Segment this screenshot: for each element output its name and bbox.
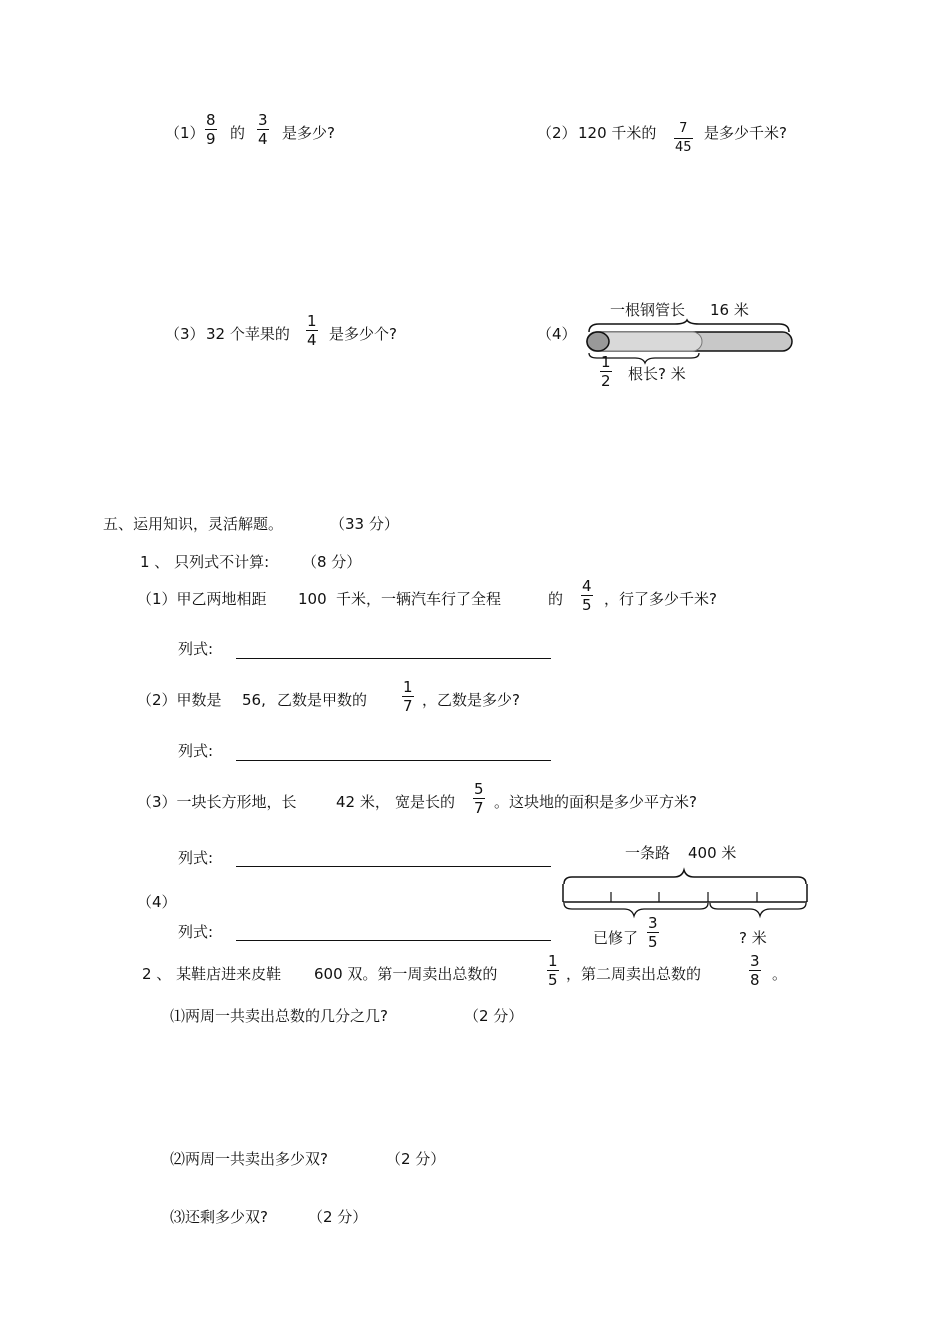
fraction: 3 8 — [750, 952, 760, 989]
fraction: 1 7 — [403, 678, 413, 715]
q2-tail: 是多少千米? — [704, 124, 787, 142]
sec2-mid: ，第二周卖出总数的 — [566, 965, 702, 983]
q1-mid: 的 — [230, 124, 246, 142]
q3-lead: 32 个苹果的 — [206, 325, 290, 343]
item2-num: 56, — [242, 691, 266, 709]
fraction: 5 7 — [474, 780, 484, 817]
sec2-q2-score: （2 分） — [386, 1150, 446, 1168]
sec2-num: 600 双。第一周卖出总数的 — [314, 965, 498, 983]
fraction: 8 9 — [206, 111, 216, 148]
sec2-q3-score: （2 分） — [308, 1208, 368, 1226]
sec2-title: 2 、 某鞋店进来皮鞋 — [142, 965, 282, 983]
sec1-score: （8 分） — [302, 553, 362, 571]
item2-text: 乙数是甲数的 — [277, 691, 368, 709]
pipe-top-label: 一根钢管长 — [610, 301, 686, 319]
q1-label: （1） — [165, 124, 205, 142]
sec2-tail: 。 — [772, 965, 788, 983]
sec1-title: 1 、 只列式不计算: — [140, 553, 270, 571]
item3-tail: 。这块地的面积是多少平方米? — [494, 793, 697, 811]
item1-label: （1）甲乙两地相距 — [137, 590, 267, 608]
road-right-label: ? 米 — [739, 929, 767, 947]
answer-label: 列式: — [178, 923, 214, 941]
section-score: （33 分） — [330, 515, 399, 533]
sec2-q2-text: ⑵两周一共卖出多少双? — [170, 1150, 328, 1168]
q2-label: （2） — [537, 124, 577, 142]
road-top-value: 400 米 — [688, 844, 737, 862]
road-top-label: 一条路 — [625, 844, 671, 862]
sec2-q1-text: ⑴两周一共卖出总数的几分之几? — [170, 1007, 388, 1025]
answer-line[interactable] — [236, 760, 551, 761]
item1-tail: ，行了多少千米? — [604, 590, 717, 608]
road-diagram — [560, 866, 812, 920]
fraction: 1 5 — [548, 952, 558, 989]
answer-label: 列式: — [178, 640, 214, 658]
item3-label: （3）一块长方形地，长 — [137, 793, 297, 811]
answer-line[interactable] — [236, 866, 551, 867]
fraction: 1 2 — [601, 353, 611, 390]
answer-label: 列式: — [178, 849, 214, 867]
answer-line[interactable] — [236, 940, 551, 941]
sec2-q1-score: （2 分） — [464, 1007, 524, 1025]
q1-tail: 是多少? — [282, 124, 335, 142]
q3-label: （3） — [165, 325, 205, 343]
road-left-label: 已修了 — [593, 929, 639, 947]
q3-tail: 是多少个? — [329, 325, 397, 343]
item1-text: 千米，一辆汽车行了全程 — [336, 590, 502, 608]
item3-num: 42 米， — [336, 793, 390, 811]
fraction: 7 45 — [675, 121, 692, 155]
fraction: 3 5 — [648, 914, 658, 951]
item4-label: （4） — [137, 893, 177, 911]
fraction: 3 4 — [258, 111, 268, 148]
item1-num: 100 — [298, 590, 327, 608]
q4-label: （4） — [537, 325, 577, 343]
item2-tail: ，乙数是多少? — [422, 691, 520, 709]
answer-line[interactable] — [236, 658, 551, 659]
steel-pipe-diagram — [585, 320, 795, 365]
section-title: 五、运用知识，灵活解题。 — [103, 515, 284, 533]
item3-text: 宽是长的 — [395, 793, 456, 811]
q2-lead: 120 千米的 — [578, 124, 657, 142]
item1-de: 的 — [548, 590, 564, 608]
pipe-bottom-label: 根长? 米 — [628, 365, 686, 383]
fraction: 4 5 — [582, 577, 592, 614]
pipe-top-value: 16 米 — [710, 301, 749, 319]
fraction: 1 4 — [307, 312, 317, 349]
sec2-q3-text: ⑶还剩多少双? — [170, 1208, 268, 1226]
item2-label: （2）甲数是 — [137, 691, 222, 709]
answer-label: 列式: — [178, 742, 214, 760]
